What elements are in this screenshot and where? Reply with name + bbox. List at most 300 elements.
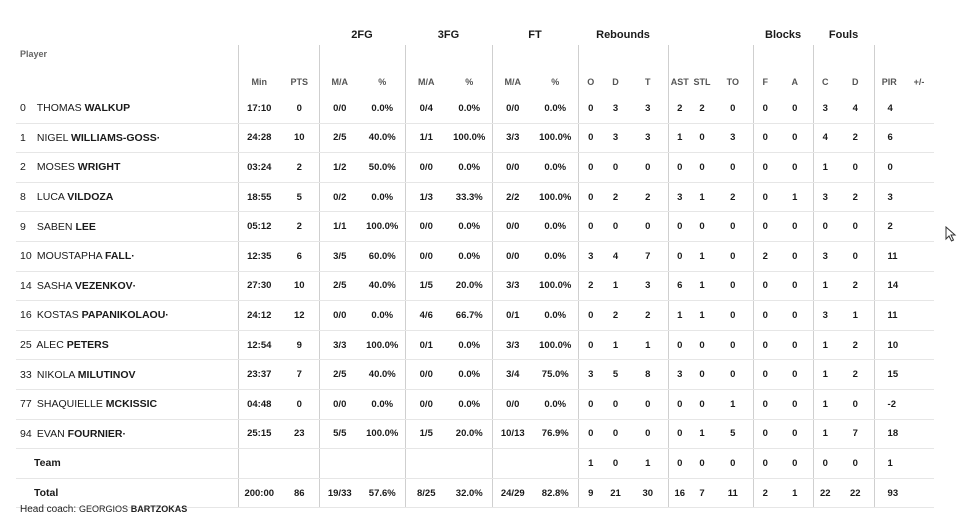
stat-turnovers: 0 bbox=[713, 241, 753, 271]
player-name-cell bbox=[16, 94, 238, 123]
stat-plus-minus bbox=[904, 241, 934, 271]
stat-blocks-against: 0 bbox=[777, 360, 813, 390]
stat-turnovers: 3 bbox=[713, 123, 753, 153]
stat-plus-minus bbox=[904, 360, 934, 390]
stat-2fg-percentage: 0.0% bbox=[360, 301, 405, 331]
stat-assists: 0 bbox=[668, 330, 691, 360]
stat-ft-made-attempted: 0/0 bbox=[492, 94, 533, 123]
header-ft-ma: M/A bbox=[492, 45, 533, 94]
stat-pir: 0 bbox=[874, 153, 904, 183]
stat-pir: 6 bbox=[874, 123, 904, 153]
boxscore-table bbox=[16, 25, 934, 508]
header-2fg-pct: % bbox=[378, 77, 387, 87]
stat-turnovers: 5 bbox=[713, 419, 753, 449]
stat-turnovers: 0 bbox=[713, 330, 753, 360]
stat-blocks-favor: 2 bbox=[753, 241, 777, 271]
stat-assists: 1 bbox=[668, 301, 691, 331]
stat-fouls-committed: 0 bbox=[813, 212, 837, 242]
stat-steals: 0 bbox=[691, 153, 713, 183]
player-number: 10 bbox=[20, 250, 32, 263]
player-last-name: VEZENKOV· bbox=[74, 279, 137, 292]
stat-pts: 2 bbox=[280, 153, 319, 183]
stat-pir: -2 bbox=[874, 389, 904, 419]
stat-defensive-rebounds: 2 bbox=[603, 301, 628, 331]
stat-fouls-drawn: 2 bbox=[837, 182, 874, 212]
stat-blocks-favor: 0 bbox=[753, 153, 777, 183]
stat-offensive-rebounds: 0 bbox=[578, 123, 603, 153]
group-player bbox=[16, 25, 238, 45]
stat-fouls-drawn: 2 bbox=[837, 123, 874, 153]
player-rows bbox=[16, 94, 934, 508]
stat-2fg-made-attempted: 2/5 bbox=[319, 360, 360, 390]
stat-pir: 93 bbox=[874, 478, 904, 508]
stat-3fg-made-attempted: 0/0 bbox=[405, 153, 447, 183]
header-foul-d: D bbox=[852, 77, 859, 87]
stat-pir: 3 bbox=[874, 182, 904, 212]
group-rebounds: Rebounds bbox=[596, 29, 650, 41]
stat-2fg-made-attempted: 0/0 bbox=[319, 301, 360, 331]
stat-blocks-against: 0 bbox=[777, 271, 813, 301]
stat-steals: 2 bbox=[691, 94, 713, 123]
group-header-row bbox=[16, 25, 934, 45]
player-name-cell bbox=[16, 330, 238, 360]
stat-min: 25:15 bbox=[238, 419, 280, 449]
stat-fouls-committed: 1 bbox=[813, 419, 837, 449]
stat-offensive-rebounds: 2 bbox=[578, 271, 603, 301]
stat-min: 24:12 bbox=[238, 301, 280, 331]
stat-ft-made-attempted: 3/4 bbox=[492, 360, 533, 390]
stat-2fg-made-attempted: 3/3 bbox=[319, 330, 360, 360]
stat-2fg-made-attempted: 0/2 bbox=[319, 182, 360, 212]
stat-steals: 0 bbox=[691, 123, 713, 153]
stat-total-rebounds: 2 bbox=[628, 301, 668, 331]
stat-steals: 0 bbox=[691, 330, 713, 360]
stat-ft-percentage: 100.0% bbox=[533, 330, 578, 360]
group-2fg: 2FG bbox=[351, 29, 373, 41]
stat-2fg-made-attempted: 5/5 bbox=[319, 419, 360, 449]
stat-total-rebounds: 3 bbox=[628, 271, 668, 301]
player-first-name: MOUSTAPHA bbox=[36, 250, 103, 263]
stat-offensive-rebounds: 0 bbox=[578, 212, 603, 242]
stat-fouls-drawn: 0 bbox=[837, 449, 874, 479]
player-name-cell bbox=[16, 301, 238, 331]
stat-pir: 4 bbox=[874, 94, 904, 123]
stat-turnovers: 0 bbox=[713, 153, 753, 183]
player-first-name: SHAQUIELLE bbox=[36, 398, 103, 411]
table-row bbox=[16, 123, 934, 153]
stat-steals: 1 bbox=[691, 241, 713, 271]
stat-min: 03:24 bbox=[238, 153, 280, 183]
stat-offensive-rebounds: 0 bbox=[578, 153, 603, 183]
stat-2fg-made-attempted: 3/5 bbox=[319, 241, 360, 271]
stat-offensive-rebounds: 3 bbox=[578, 360, 603, 390]
stat-3fg-made-attempted: 0/0 bbox=[405, 212, 447, 242]
stat-total-rebounds: 3 bbox=[628, 123, 668, 153]
group-ft: FT bbox=[528, 29, 542, 41]
player-first-name: THOMAS bbox=[36, 102, 82, 115]
stat-total-rebounds: 7 bbox=[628, 241, 668, 271]
stat-blocks-against: 0 bbox=[777, 241, 813, 271]
stat-plus-minus bbox=[904, 301, 934, 331]
stat-assists: 2 bbox=[668, 94, 691, 123]
stat-fouls-drawn: 7 bbox=[837, 419, 874, 449]
stat-total-rebounds: 0 bbox=[628, 389, 668, 419]
stat-blocks-favor: 0 bbox=[753, 419, 777, 449]
table-row bbox=[16, 94, 934, 123]
stat-turnovers: 1 bbox=[713, 389, 753, 419]
stat-total-rebounds: 1 bbox=[628, 449, 668, 479]
stat-fouls-committed: 3 bbox=[813, 301, 837, 331]
stat-pts: 23 bbox=[280, 419, 319, 449]
player-number: 16 bbox=[20, 309, 32, 322]
table-row bbox=[16, 212, 934, 242]
player-last-name: Team bbox=[34, 457, 61, 470]
stat-steals: 0 bbox=[691, 212, 713, 242]
header-pir: PIR bbox=[874, 45, 904, 94]
stat-3fg-made-attempted: 0/0 bbox=[405, 360, 447, 390]
player-number: 77 bbox=[20, 398, 32, 411]
player-last-name: MILUTINOV bbox=[77, 368, 136, 381]
stat-blocks-against: 0 bbox=[777, 330, 813, 360]
stat-ft-made-attempted: 3/3 bbox=[492, 271, 533, 301]
stat-pts: 12 bbox=[280, 301, 319, 331]
player-number: 14 bbox=[20, 279, 32, 292]
stat-pir: 18 bbox=[874, 419, 904, 449]
mouse-pointer-icon bbox=[945, 226, 957, 242]
stat-3fg-made-attempted: 1/5 bbox=[405, 271, 447, 301]
player-number: 9 bbox=[20, 220, 26, 233]
header-3fg-ma: M/A bbox=[405, 45, 447, 94]
stat-3fg-percentage: 100.0% bbox=[447, 123, 492, 153]
stat-3fg-percentage: 0.0% bbox=[447, 94, 492, 123]
player-number: 2 bbox=[20, 161, 26, 174]
stat-pts: 10 bbox=[280, 271, 319, 301]
stat-turnovers: 2 bbox=[713, 182, 753, 212]
stat-2fg-percentage: 60.0% bbox=[360, 241, 405, 271]
stat-min: 17:10 bbox=[238, 94, 280, 123]
stat-2fg-percentage: 0.0% bbox=[360, 389, 405, 419]
stat-blocks-against: 0 bbox=[777, 153, 813, 183]
stat-fouls-committed: 1 bbox=[813, 153, 837, 183]
stat-ft-percentage: 0.0% bbox=[533, 389, 578, 419]
header-pts: PTS bbox=[290, 77, 308, 87]
stat-assists: 0 bbox=[668, 449, 691, 479]
stat-turnovers: 11 bbox=[713, 478, 753, 508]
stat-defensive-rebounds: 0 bbox=[603, 419, 628, 449]
stat-pir: 2 bbox=[874, 212, 904, 242]
stat-blocks-favor: 0 bbox=[753, 360, 777, 390]
stat-2fg-percentage: 100.0% bbox=[360, 419, 405, 449]
stat-blocks-against: 0 bbox=[777, 212, 813, 242]
stat-ft-made-attempted: 2/2 bbox=[492, 182, 533, 212]
stat-steals: 1 bbox=[691, 182, 713, 212]
stat-blocks-favor: 0 bbox=[753, 389, 777, 419]
stat-assists: 3 bbox=[668, 360, 691, 390]
stat-total-rebounds: 1 bbox=[628, 330, 668, 360]
player-first-name: KOSTAS bbox=[36, 309, 79, 322]
stat-min: 200:00 bbox=[238, 478, 280, 508]
stat-2fg-made-attempted: 1/1 bbox=[319, 212, 360, 242]
group-misc bbox=[668, 25, 753, 45]
stat-2fg-percentage: 40.0% bbox=[360, 360, 405, 390]
stat-ft-percentage: 100.0% bbox=[533, 271, 578, 301]
stat-plus-minus bbox=[904, 271, 934, 301]
stat-ft-percentage: 0.0% bbox=[533, 241, 578, 271]
stat-2fg-made-attempted: 0/0 bbox=[319, 389, 360, 419]
stat-defensive-rebounds: 3 bbox=[603, 94, 628, 123]
player-first-name: SASHA bbox=[36, 279, 72, 292]
stat-assists: 0 bbox=[668, 389, 691, 419]
table-row bbox=[16, 419, 934, 449]
stat-3fg-made-attempted: 4/6 bbox=[405, 301, 447, 331]
stat-total-rebounds: 3 bbox=[628, 94, 668, 123]
stat-plus-minus bbox=[904, 182, 934, 212]
stat-fouls-committed: 1 bbox=[813, 360, 837, 390]
player-number: 25 bbox=[20, 339, 32, 352]
stat-ft-made-attempted: 0/0 bbox=[492, 389, 533, 419]
header-min: Min bbox=[238, 45, 280, 94]
stat-plus-minus bbox=[904, 123, 934, 153]
stat-ft-percentage bbox=[533, 449, 578, 479]
stat-fouls-committed: 1 bbox=[813, 389, 837, 419]
stat-ft-made-attempted: 10/13 bbox=[492, 419, 533, 449]
player-last-name: Total bbox=[34, 487, 59, 500]
stat-2fg-percentage: 50.0% bbox=[360, 153, 405, 183]
stat-min: 23:37 bbox=[238, 360, 280, 390]
stat-2fg-made-attempted: 2/5 bbox=[319, 123, 360, 153]
stat-blocks-against: 1 bbox=[777, 478, 813, 508]
stat-blocks-favor: 0 bbox=[753, 271, 777, 301]
stat-defensive-rebounds: 3 bbox=[603, 123, 628, 153]
stat-pir: 14 bbox=[874, 271, 904, 301]
group-fouls: Fouls bbox=[828, 29, 859, 41]
player-name-cell bbox=[16, 212, 238, 242]
stat-ft-percentage: 0.0% bbox=[533, 212, 578, 242]
stat-steals: 1 bbox=[691, 419, 713, 449]
player-first-name: SABEN bbox=[36, 220, 73, 233]
stat-steals: 0 bbox=[691, 360, 713, 390]
stat-2fg-percentage bbox=[360, 449, 405, 479]
stat-3fg-made-attempted: 8/25 bbox=[405, 478, 447, 508]
stat-fouls-drawn: 1 bbox=[837, 301, 874, 331]
stat-total-rebounds: 0 bbox=[628, 419, 668, 449]
stat-offensive-rebounds: 0 bbox=[578, 330, 603, 360]
stat-ft-made-attempted: 0/0 bbox=[492, 212, 533, 242]
player-number: 33 bbox=[20, 368, 32, 381]
stat-pir: 11 bbox=[874, 241, 904, 271]
stat-min: 04:48 bbox=[238, 389, 280, 419]
stat-ft-percentage: 76.9% bbox=[533, 419, 578, 449]
stat-blocks-against: 1 bbox=[777, 182, 813, 212]
stat-2fg-percentage: 100.0% bbox=[360, 330, 405, 360]
stat-3fg-made-attempted: 0/0 bbox=[405, 241, 447, 271]
header-2fg-ma: M/A bbox=[319, 45, 360, 94]
player-first-name: LUCA bbox=[36, 191, 65, 204]
stat-2fg-made-attempted: 2/5 bbox=[319, 271, 360, 301]
stat-2fg-percentage: 0.0% bbox=[360, 94, 405, 123]
stat-2fg-percentage: 57.6% bbox=[360, 478, 405, 508]
stat-ft-percentage: 0.0% bbox=[533, 301, 578, 331]
stat-ft-made-attempted: 0/0 bbox=[492, 153, 533, 183]
table-row bbox=[16, 153, 934, 183]
stat-3fg-percentage bbox=[447, 449, 492, 479]
stat-total-rebounds: 8 bbox=[628, 360, 668, 390]
stat-defensive-rebounds: 0 bbox=[603, 153, 628, 183]
table-row bbox=[16, 182, 934, 212]
header-player: Player bbox=[20, 49, 48, 59]
stat-total-rebounds: 0 bbox=[628, 153, 668, 183]
player-last-name: VILDOZA bbox=[67, 191, 114, 204]
stat-plus-minus bbox=[904, 389, 934, 419]
stat-2fg-made-attempted: 0/0 bbox=[319, 94, 360, 123]
stat-3fg-percentage: 32.0% bbox=[447, 478, 492, 508]
player-last-name: FOURNIER· bbox=[67, 427, 127, 440]
stat-fouls-drawn: 0 bbox=[837, 153, 874, 183]
header-plus-minus: +/- bbox=[913, 77, 925, 87]
player-name-cell bbox=[16, 123, 238, 153]
stat-turnovers: 0 bbox=[713, 212, 753, 242]
stat-blocks-favor: 0 bbox=[753, 330, 777, 360]
header-ast: AST bbox=[668, 45, 691, 94]
stat-blocks-against: 0 bbox=[777, 419, 813, 449]
player-number: 1 bbox=[20, 131, 26, 144]
stat-steals: 0 bbox=[691, 389, 713, 419]
stat-total-rebounds: 0 bbox=[628, 212, 668, 242]
stat-ft-percentage: 0.0% bbox=[533, 94, 578, 123]
stat-3fg-percentage: 33.3% bbox=[447, 182, 492, 212]
player-name-cell bbox=[16, 241, 238, 271]
header-to: TO bbox=[726, 77, 739, 87]
stat-offensive-rebounds: 9 bbox=[578, 478, 603, 508]
stat-ft-made-attempted: 24/29 bbox=[492, 478, 533, 508]
stat-plus-minus bbox=[904, 153, 934, 183]
stat-defensive-rebounds: 5 bbox=[603, 360, 628, 390]
stat-turnovers: 0 bbox=[713, 360, 753, 390]
stat-blocks-favor: 0 bbox=[753, 449, 777, 479]
player-first-name: EVAN bbox=[36, 427, 65, 440]
stat-2fg-percentage: 40.0% bbox=[360, 271, 405, 301]
table-row bbox=[16, 301, 934, 331]
player-number: 8 bbox=[20, 191, 26, 204]
stat-plus-minus bbox=[904, 94, 934, 123]
player-last-name: PAPANIKOLAOU· bbox=[81, 309, 169, 322]
stat-3fg-percentage: 0.0% bbox=[447, 330, 492, 360]
player-name-cell bbox=[16, 449, 238, 479]
stat-blocks-against: 0 bbox=[777, 449, 813, 479]
stat-pts: 0 bbox=[280, 389, 319, 419]
header-3fg-pct: % bbox=[465, 77, 474, 87]
player-first-name: ALEC bbox=[36, 339, 64, 352]
header-ft-pct: % bbox=[551, 77, 560, 87]
player-name-cell bbox=[16, 419, 238, 449]
stat-pir: 10 bbox=[874, 330, 904, 360]
stat-steals: 1 bbox=[691, 301, 713, 331]
stat-turnovers: 0 bbox=[713, 449, 753, 479]
head-coach-last-name: BARTZOKAS bbox=[130, 504, 188, 514]
stat-plus-minus bbox=[904, 212, 934, 242]
stat-fouls-committed: 4 bbox=[813, 123, 837, 153]
stat-blocks-against: 0 bbox=[777, 123, 813, 153]
stat-fouls-committed: 1 bbox=[813, 330, 837, 360]
group-blocks: Blocks bbox=[765, 29, 802, 41]
player-last-name: WILLIAMS-GOSS· bbox=[70, 131, 161, 144]
stat-offensive-rebounds: 1 bbox=[578, 449, 603, 479]
player-name-cell bbox=[16, 182, 238, 212]
stat-blocks-against: 0 bbox=[777, 301, 813, 331]
player-last-name: PETERS bbox=[66, 339, 109, 352]
header-stl: STL bbox=[693, 77, 711, 87]
stat-assists: 0 bbox=[668, 153, 691, 183]
stat-2fg-made-attempted: 1/2 bbox=[319, 153, 360, 183]
header-reb-o: O bbox=[578, 45, 603, 94]
stat-defensive-rebounds: 0 bbox=[603, 212, 628, 242]
stat-ft-percentage: 100.0% bbox=[533, 182, 578, 212]
stat-assists: 1 bbox=[668, 123, 691, 153]
player-first-name: MOSES bbox=[36, 161, 75, 174]
stat-fouls-drawn: 0 bbox=[837, 212, 874, 242]
stat-pts: 86 bbox=[280, 478, 319, 508]
stat-min: 05:12 bbox=[238, 212, 280, 242]
stat-pts bbox=[280, 449, 319, 479]
player-name-cell bbox=[16, 360, 238, 390]
stat-min: 24:28 bbox=[238, 123, 280, 153]
stat-blocks-favor: 0 bbox=[753, 212, 777, 242]
stat-fouls-drawn: 2 bbox=[837, 360, 874, 390]
stat-2fg-percentage: 0.0% bbox=[360, 182, 405, 212]
player-first-name: NIKOLA bbox=[36, 368, 75, 381]
table-row bbox=[16, 330, 934, 360]
stat-3fg-made-attempted: 1/5 bbox=[405, 419, 447, 449]
stat-3fg-percentage: 66.7% bbox=[447, 301, 492, 331]
player-last-name: MCKISSIC bbox=[105, 398, 158, 411]
stat-3fg-made-attempted bbox=[405, 449, 447, 479]
stat-ft-made-attempted bbox=[492, 449, 533, 479]
stat-fouls-committed: 1 bbox=[813, 271, 837, 301]
stat-defensive-rebounds: 1 bbox=[603, 330, 628, 360]
stat-2fg-made-attempted: 19/33 bbox=[319, 478, 360, 508]
stat-3fg-percentage: 20.0% bbox=[447, 271, 492, 301]
stat-blocks-against: 0 bbox=[777, 389, 813, 419]
stat-defensive-rebounds: 4 bbox=[603, 241, 628, 271]
stat-pts: 5 bbox=[280, 182, 319, 212]
stat-2fg-percentage: 40.0% bbox=[360, 123, 405, 153]
stat-fouls-drawn: 2 bbox=[837, 271, 874, 301]
player-number: 0 bbox=[20, 102, 26, 115]
stat-offensive-rebounds: 3 bbox=[578, 241, 603, 271]
group-3fg: 3FG bbox=[437, 29, 460, 41]
stat-offensive-rebounds: 0 bbox=[578, 182, 603, 212]
header-reb-t: T bbox=[645, 77, 651, 87]
head-coach-first-name: GEORGIOS bbox=[78, 504, 128, 514]
stat-turnovers: 0 bbox=[713, 301, 753, 331]
stat-defensive-rebounds: 21 bbox=[603, 478, 628, 508]
stat-pir: 1 bbox=[874, 449, 904, 479]
player-name-cell bbox=[16, 389, 238, 419]
head-coach bbox=[20, 504, 187, 515]
stat-fouls-drawn: 0 bbox=[837, 389, 874, 419]
stat-fouls-committed: 3 bbox=[813, 94, 837, 123]
stat-ft-made-attempted: 0/0 bbox=[492, 241, 533, 271]
stat-assists: 16 bbox=[668, 478, 691, 508]
player-number: 94 bbox=[20, 427, 32, 440]
stat-plus-minus bbox=[904, 449, 934, 479]
header-foul-c: C bbox=[813, 45, 837, 94]
stat-offensive-rebounds: 0 bbox=[578, 301, 603, 331]
stat-defensive-rebounds: 0 bbox=[603, 449, 628, 479]
stat-plus-minus bbox=[904, 419, 934, 449]
stat-blocks-favor: 0 bbox=[753, 94, 777, 123]
stat-defensive-rebounds: 2 bbox=[603, 182, 628, 212]
